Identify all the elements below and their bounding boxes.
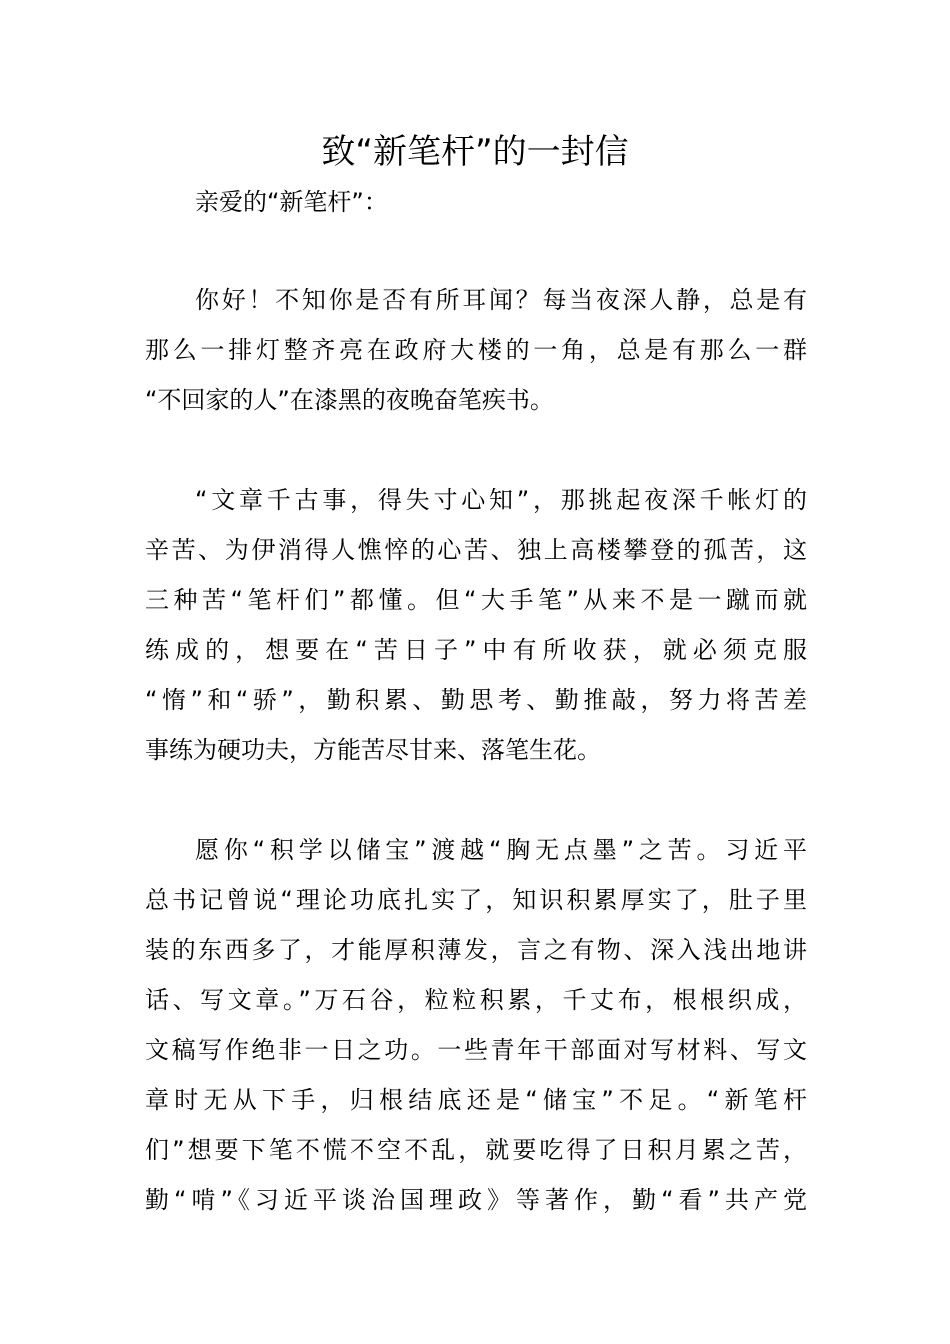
- paragraph-line: 话、写文章。”万石谷，粒粒积累，千丈布，根根织成，: [145, 986, 807, 1014]
- paragraph-line: 勤“啃”《习近平谈治国理政》等著作，勤“看”共产党: [145, 1186, 807, 1214]
- paragraph-line: “文章千古事，得失寸心知”，那挑起夜深千帐灯的: [195, 486, 807, 514]
- paragraph-line: 事练为硬功夫，方能苦尽甘来、落笔生花。: [145, 736, 601, 764]
- paragraph-line: “不回家的人”在漆黑的夜晚奋笔疾书。: [145, 386, 554, 414]
- paragraph-line: 那么一排灯整齐亮在政府大楼的一角，总是有那么一群: [145, 336, 807, 364]
- salutation: 亲爱的“新笔杆”：: [195, 188, 388, 216]
- paragraph-line: 总书记曾说“理论功底扎实了，知识积累厚实了，肚子里: [145, 886, 807, 914]
- paragraph-line: 文稿写作绝非一日之功。一些青年干部面对写材料、写文: [145, 1036, 807, 1064]
- paragraph-2: [145, 475, 807, 775]
- paragraph-3: [145, 825, 807, 1225]
- paragraph-line: 你好！不知你是否有所耳闻？每当夜深人静，总是有: [195, 286, 807, 314]
- paragraph-line: 练成的，想要在“苦日子”中有所收获，就必须克服: [145, 636, 807, 664]
- paragraph-line: 辛苦、为伊消得人憔悴的心苦、独上高楼攀登的孤苦，这: [145, 536, 807, 564]
- paragraph-line: 装的东西多了，才能厚积薄发，言之有物、深入浅出地讲: [145, 936, 807, 964]
- paragraph-line: 愿你“积学以储宝”渡越“胸无点墨”之苦。习近平: [195, 836, 807, 864]
- paragraph-1: [145, 275, 807, 425]
- paragraph-line: “惰”和“骄”，勤积累、勤思考、勤推敲，努力将苦差: [145, 686, 807, 714]
- document-title: 致“新笔杆”的一封信: [321, 132, 629, 172]
- paragraph-line: 们”想要下笔不慌不空不乱，就要吃得了日积月累之苦，: [145, 1136, 807, 1164]
- paragraph-line: 三种苦“笔杆们”都懂。但“大手笔”从来不是一蹴而就: [145, 586, 807, 614]
- paragraph-line: 章时无从下手，归根结底还是“储宝”不足。“新笔杆: [145, 1086, 807, 1114]
